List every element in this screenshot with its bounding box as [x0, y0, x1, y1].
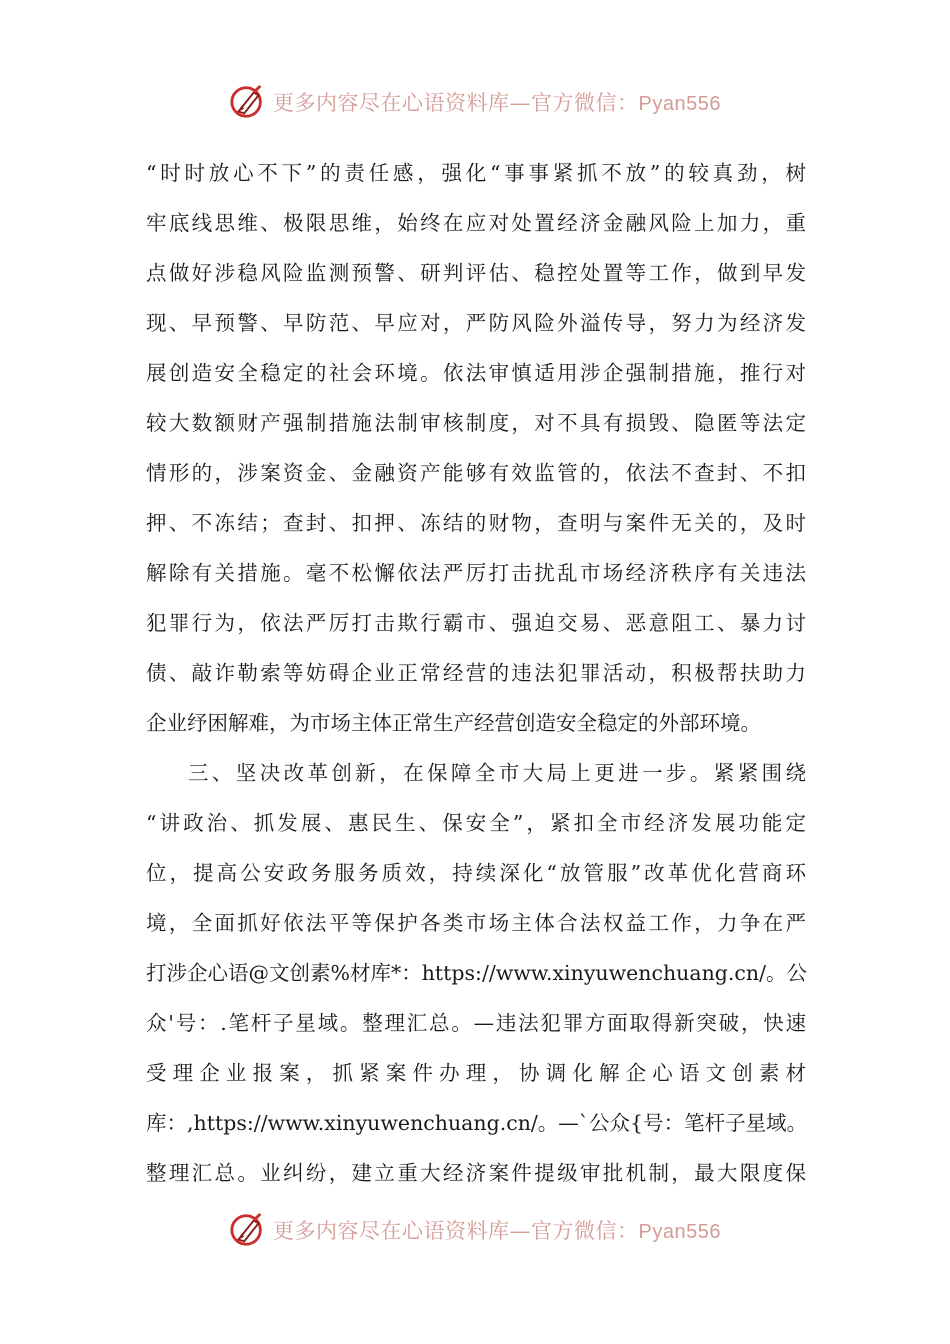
text-line: 债、敲诈勒索等妨碍企业正常经营的违法犯罪活动，积极帮扶助力	[146, 661, 806, 685]
text-line: 众'号：.笔杆子星域。整理汇总。—违法犯罪方面取得新突破，快速	[146, 1011, 806, 1035]
text-line: 境，全面抓好依法平等保护各类市场主体合法权益工作，力争在严	[146, 911, 806, 935]
footer-banner	[0, 1210, 950, 1250]
text-line: “时时放心不下”的责任感，强化“事事紧抓不放”的较真劲，树	[146, 161, 806, 185]
text-line: 位，提高公安政务服务质效，持续深化“放管服”改革优化营商环	[146, 861, 806, 885]
text-line: 情形的，涉案资金、金融资产能够有效监管的，依法不查封、不扣	[146, 461, 806, 485]
pen-logo-icon	[229, 83, 267, 121]
banner-text-cn: 更多内容尽在心语资料库—官方微信：	[273, 91, 639, 115]
text-line: 较大数额财产强制措施法制审核制度，对不具有损毁、隐匿等法定	[146, 411, 806, 435]
pen-logo-icon	[229, 1211, 267, 1249]
banner-text	[273, 87, 721, 117]
text-line: 现、早预警、早防范、早应对，严防风险外溢传导，努力为经济发	[146, 311, 806, 335]
text-line: 犯罪行为，依法严厉打击欺行霸市、强迫交易、恶意阻工、暴力讨	[146, 611, 806, 635]
text-line: 展创造安全稳定的社会环境。依法审慎适用涉企强制措施，推行对	[146, 361, 806, 385]
text-line: 整理汇总。业纠纷，建立重大经济案件提级审批机制，最大限度保	[146, 1161, 806, 1185]
text-line: 打涉企心语@文创素%材库*：https://www.xinyuwenchuang.cn/。公	[146, 961, 808, 985]
banner-text-cn: 更多内容尽在心语资料库—官方微信：	[273, 1219, 639, 1243]
header-banner	[0, 82, 950, 122]
text-line: 受理企业报案，抓紧案件办理，协调化解企心语文创素材	[146, 1061, 806, 1085]
text-line: “讲政治、抓发展、惠民生、保安全”，紧扣全市经济发展功能定	[146, 811, 806, 835]
text-line: 点做好涉稳风险监测预警、研判评估、稳控处置等工作，做到早发	[146, 261, 806, 285]
section-heading-line: 三、坚决改革创新，在保障全市大局上更进一步。紧紧围绕	[188, 761, 806, 785]
banner-text	[273, 1215, 721, 1245]
banner-wechat-id: Pyan556	[638, 93, 721, 115]
text-line: 解除有关措施。毫不松懈依法严厉打击扰乱市场经济秩序有关违法	[146, 561, 806, 585]
text-line: 库：,https://www.xinyuwenchuang.cn/。—`公众{号：笔杆子星域。	[146, 1111, 808, 1135]
text-line: 企业纾困解难，为市场主体正常生产经营创造安全稳定的外部环境。	[146, 711, 761, 735]
text-line: 押、不冻结；查封、扣押、冻结的财物，查明与案件无关的，及时	[146, 511, 806, 535]
banner-wechat-id: Pyan556	[638, 1221, 721, 1243]
text-line: 牢底线思维、极限思维，始终在应对处置经济金融风险上加力，重	[146, 211, 806, 235]
document-body	[146, 148, 806, 1198]
